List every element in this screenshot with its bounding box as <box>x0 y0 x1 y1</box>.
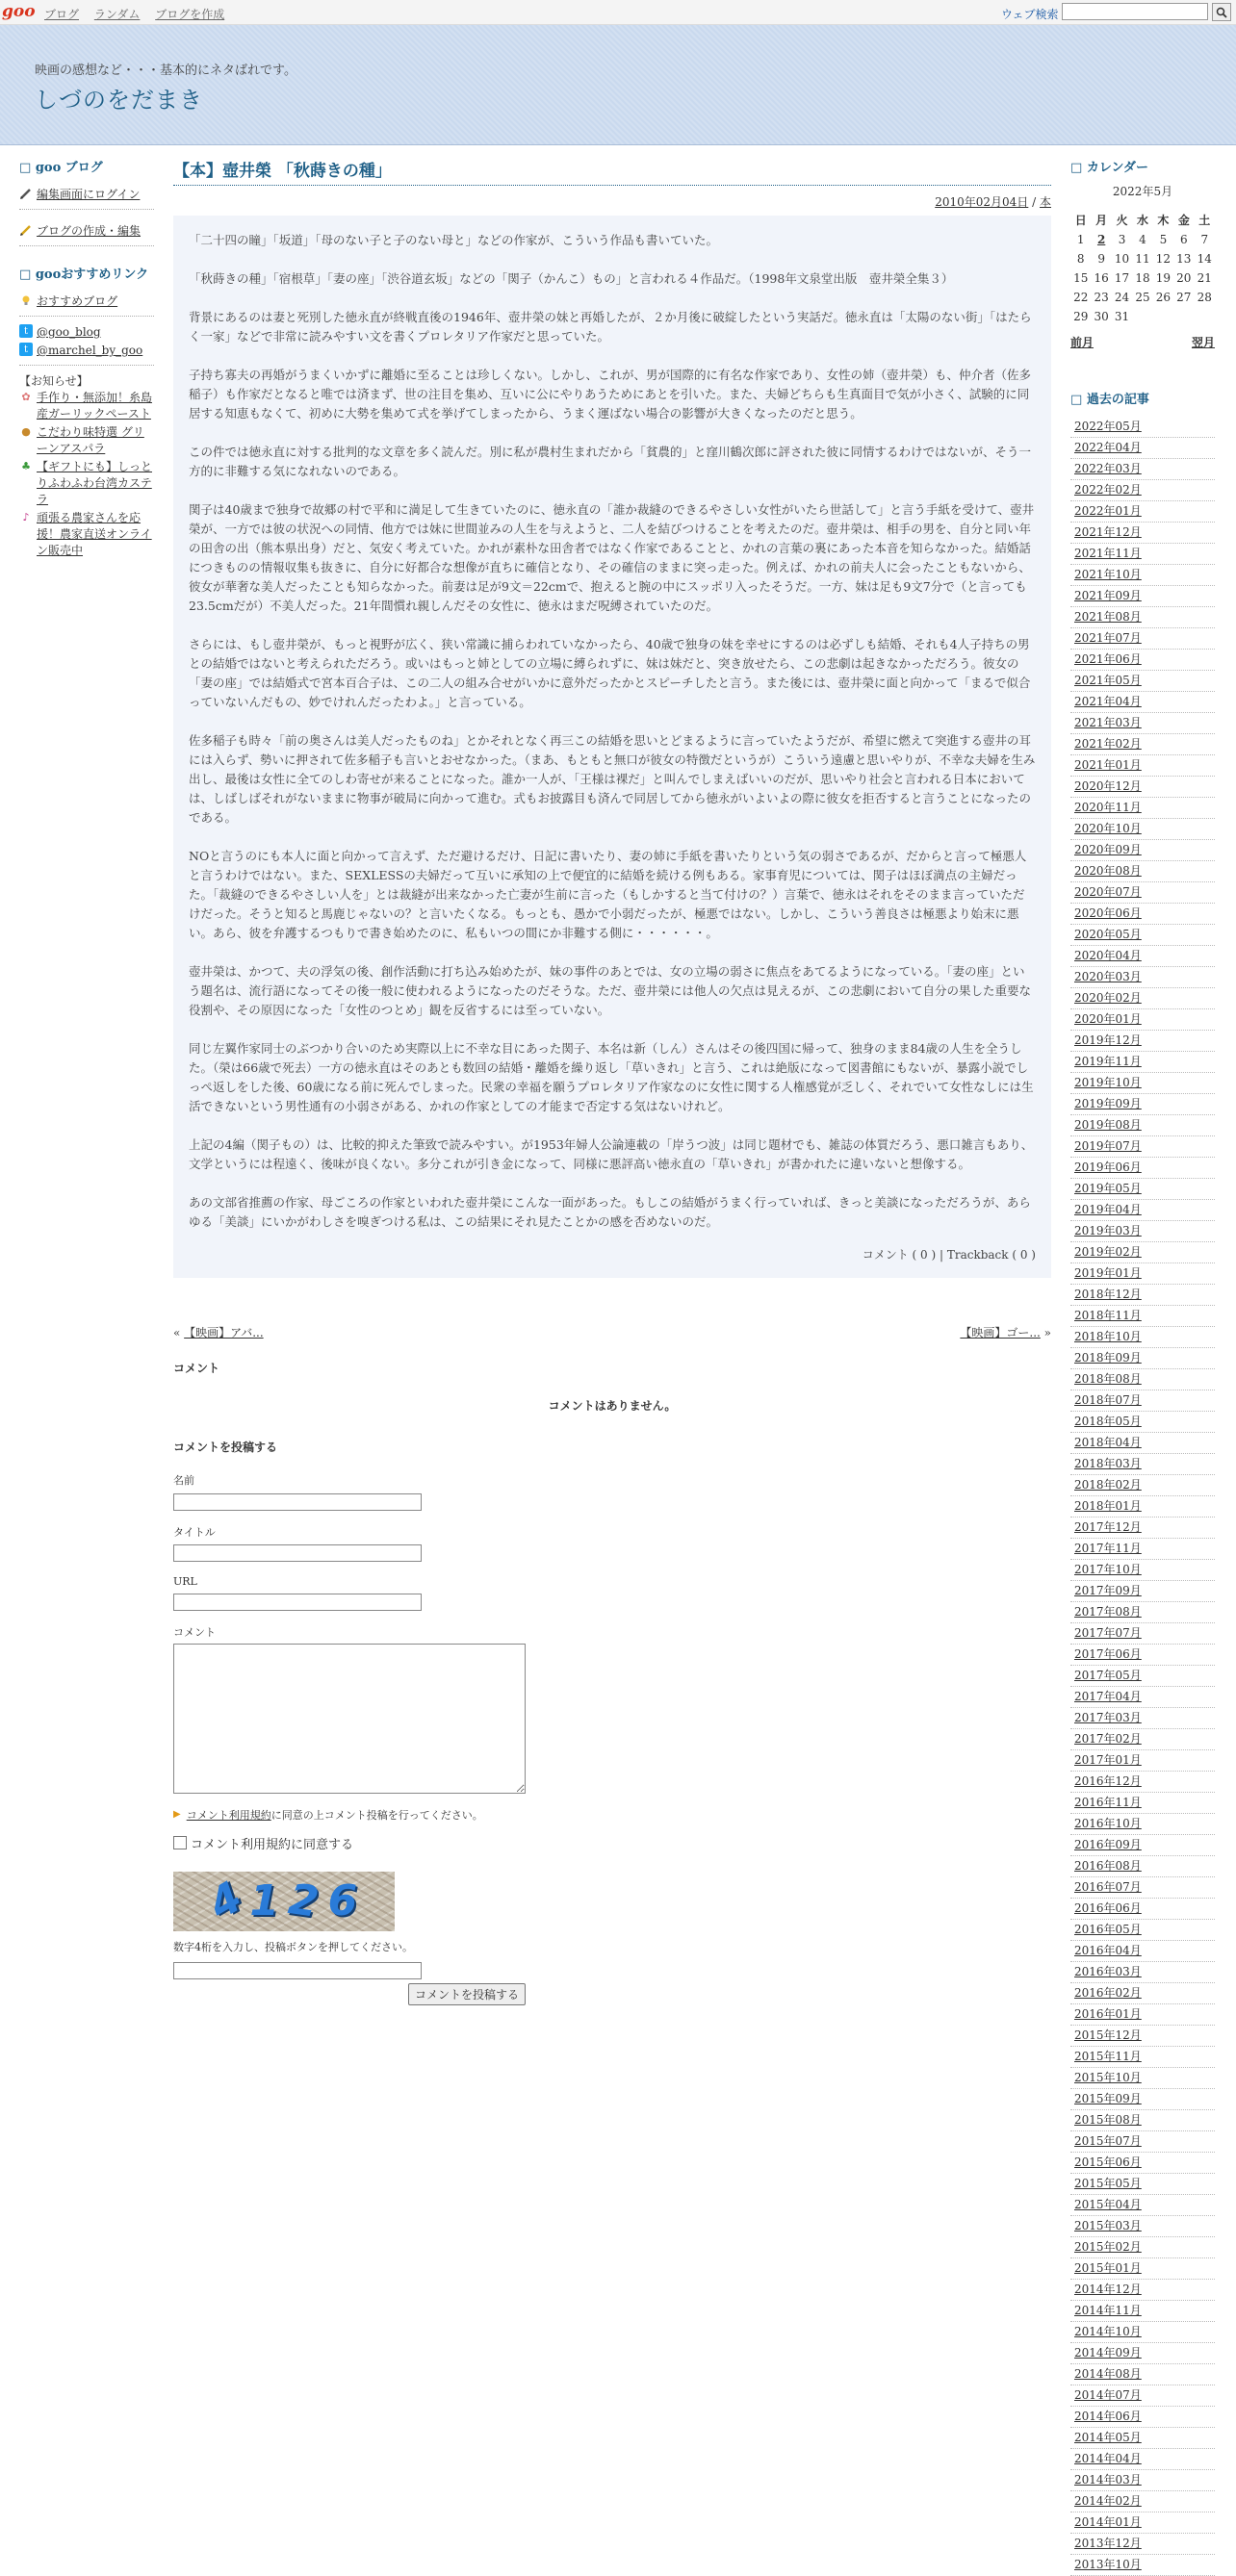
archive-item[interactable]: 2017年11月 <box>1070 1539 1215 1560</box>
top-nav <box>44 6 236 22</box>
calendar-week <box>1070 249 1215 268</box>
archive-item[interactable]: 2015年04月 <box>1070 2195 1215 2216</box>
twitter-marchel-link[interactable]: t @marchel_by_goo <box>19 343 154 359</box>
agreement-note: ▶ コメント利用規約に同意の上コメント投稿を行ってください。 <box>173 1808 483 1822</box>
archive-item[interactable]: 2020年08月 <box>1070 861 1215 882</box>
twitter-goo-blog-link[interactable]: t @goo_blog <box>19 324 154 341</box>
calendar-day: 5 <box>1159 233 1168 246</box>
archive-item[interactable]: 2014年05月 <box>1070 2428 1215 2449</box>
archive-item[interactable]: 2020年03月 <box>1070 967 1215 988</box>
archive-item[interactable]: 2014年06月 <box>1070 2407 1215 2428</box>
archive-item[interactable]: 2019年02月 <box>1070 1242 1215 1263</box>
archive-item[interactable]: 2021年01月 <box>1070 755 1215 777</box>
archive-item[interactable]: 2021年10月 <box>1070 565 1215 586</box>
calendar-day: 1 <box>1076 233 1085 246</box>
archive-item[interactable]: 2021年12月 <box>1070 523 1215 544</box>
archive-item[interactable]: 2019年11月 <box>1070 1052 1215 1073</box>
clover-icon: ♣ <box>21 459 31 472</box>
archive-item[interactable]: 2016年01月 <box>1070 2004 1215 2026</box>
calendar-week <box>1070 288 1215 307</box>
blog-title[interactable]: しづのをだまき <box>35 87 203 114</box>
archive-item[interactable]: 2019年08月 <box>1070 1115 1215 1136</box>
calendar-day <box>1195 307 1215 326</box>
captcha-digit: 6 <box>327 1876 358 1926</box>
agree-checkbox[interactable] <box>173 1836 187 1849</box>
arrow-icon: ▶ <box>173 1809 181 1820</box>
archive-item[interactable]: 2019年07月 <box>1070 1136 1215 1158</box>
post-paragraph: 「二十四の瞳」「坂道」「母のない子と子のない母と」などの作家が、こういう作品も書いていた。 <box>189 233 719 247</box>
archive-item[interactable]: 2018年04月 <box>1070 1433 1215 1454</box>
goo-logo[interactable]: goo <box>2 2 36 21</box>
archive-item[interactable]: 2021年09月 <box>1070 586 1215 607</box>
calendar-day[interactable]: 2 <box>1096 233 1106 246</box>
post-title: 【本】壺井榮 「秋蒔きの種」 <box>173 157 1051 186</box>
archive-item[interactable]: 2017年06月 <box>1070 1645 1215 1666</box>
archive-item[interactable]: 2020年11月 <box>1070 798 1215 819</box>
archive-item[interactable]: 2021年02月 <box>1070 734 1215 755</box>
divider <box>19 316 154 317</box>
nav-blog[interactable]: ブログ <box>44 8 80 21</box>
notice-item[interactable]: ● こだわり味特選 グリーンアスパラ <box>19 424 154 457</box>
archive-item[interactable]: 2015年01月 <box>1070 2258 1215 2280</box>
calendar-day <box>1153 307 1173 326</box>
calendar-day <box>1173 307 1194 326</box>
post-paragraph: この件では徳永直に対する批判的な文章を多く読んだ。別に私が農村生まれだから「貧農的」と窪川鶴次郎に評された彼に同情するわけではないが、そう一方的に非難する気になれないのである。 <box>189 445 1032 478</box>
calendar-nav <box>1070 334 1215 350</box>
archive-item[interactable]: 2016年06月 <box>1070 1899 1215 1920</box>
weekday: 金 <box>1177 213 1190 227</box>
create-blog-link[interactable]: ブログの作成・編集 <box>19 223 154 240</box>
calendar-day: 4 <box>1139 233 1146 246</box>
name-input[interactable] <box>173 1493 422 1511</box>
recommend-blog-link[interactable]: おすすめブログ <box>19 293 154 310</box>
post-paragraph: 同じ左翼作家同士のぶつかり合いのため実際以上に不幸な目にあった関子、本名は新（しん）さんはその後四国に帰って、独身のまま84歳の人生を全うした。（榮は66歳で死去）一方の徳永直はそのあとも数回の結婚・離婚を繰り返し「草いきれ」と言う、これは絶版になって図書館にもないが、暴露小説でしっぺ返しをした後、60歳になる前に死んでしまった。民衆の幸福を願うプロレタリア作家なのに女性に関する人権感覚が乏しく、それでいて女性なしには生活できないという男性通有の小弱さがある、かれの作家としての才能まで否定する気はないけれど。 <box>189 1041 1034 1113</box>
post-paragraph: 上記の4編（関子もの）は、比較的抑えた筆致で読みやすい。が1953年婦人公論連載の「岸うつ波」は同じ題材でも、雑誌の体質だろう、悪口雑言もあり、文学というには程遠く、後味が良くない。多分これが引き金になって、同様に悪評高い徳永直の「草いきれ」が書かれたに違いないと想像する。 <box>189 1137 1034 1171</box>
calendar-day: 18 <box>1135 271 1150 285</box>
archive-item[interactable]: 2017年09月 <box>1070 1581 1215 1602</box>
archive-item[interactable]: 2014年04月 <box>1070 2449 1215 2470</box>
archive-item[interactable]: 2022年04月 <box>1070 438 1215 459</box>
right-sidebar <box>1070 157 1215 2576</box>
archive-item[interactable]: 2014年02月 <box>1070 2491 1215 2512</box>
calendar-weekdays <box>1070 209 1215 230</box>
captcha-image <box>173 1872 395 1931</box>
next-post[interactable]: 【映画】ゴー... » <box>960 1326 1051 1339</box>
calendar-day: 31 <box>1114 310 1130 323</box>
archive-item[interactable]: 2015年05月 <box>1070 2174 1215 2195</box>
left-sidebar <box>19 157 154 561</box>
post-paragraph: 子持ち寡夫の再婚がうまくいかずに離婚に至ることは珍しくない。しかし、これが、男が国際的に有名な作家であり、女性の姉（壺井榮）も、仲介者（佐多稲子）も作家だとなると唯では済まず、世の注目を集め、互いに公にやりあうためにあとを引いた。また、夫婦どちらも生真面目で気が小さく、試験的に同居する知恵もなくて、初めに大勢を集めて式を挙げてしまったから、うまく運ばない場合の影響が大きくなったのだと思う。 <box>189 368 1032 421</box>
post-paragraph: さらには、もし壺井榮が、もっと視野が広く、狭い常識に捕らわれていなかったら、40歳で独身の妹を幸せにするのは必ずしも結婚、それも4人子持ちの男との結婚ではないと考えられただろう。或いはもっと姉としての立場に縛られずに、妹は妹だと、突き放せたら、この悲劇は起きなかっただろう。彼女の「妻の座」では結婚式で宮本百合子は、この二人の組み合せがいかに意外だったかとスピーチしたと言う。また後には、壺井榮に面と向かって「まるで似合っていないんだもの、妙でけれんだったわよ。」と言っている。 <box>189 637 1031 709</box>
captcha-input[interactable] <box>173 1962 422 1979</box>
no-comments-text: コメントはありません。 <box>548 1399 677 1413</box>
prev-post[interactable]: « 【映画】アバ... <box>173 1326 264 1339</box>
archive-item[interactable]: 2019年09月 <box>1070 1094 1215 1115</box>
calendar-day: 6 <box>1180 233 1188 246</box>
archive-item[interactable]: 2020年04月 <box>1070 946 1215 967</box>
comment-textarea[interactable] <box>173 1644 526 1794</box>
login-link[interactable]: 編集画面にログイン <box>19 187 154 203</box>
archive-item[interactable]: 2015年06月 <box>1070 2153 1215 2174</box>
url-label: URL <box>173 1575 197 1588</box>
weekday: 月 <box>1095 213 1108 227</box>
post-pager <box>173 1324 1051 1340</box>
archive-item[interactable]: 2016年10月 <box>1070 1814 1215 1835</box>
web-search-label: ウェブ検索 <box>1001 8 1059 21</box>
weekday: 土 <box>1198 213 1211 227</box>
archive-item[interactable]: 2018年12月 <box>1070 1285 1215 1306</box>
twitter-icon: t <box>19 343 33 356</box>
archive-item[interactable]: 2016年09月 <box>1070 1835 1215 1856</box>
archive-item[interactable]: 2022年03月 <box>1070 459 1215 480</box>
archive-item[interactable]: 2018年01月 <box>1070 1496 1215 1518</box>
archive-item[interactable]: 2020年01月 <box>1070 1009 1215 1031</box>
calendar-day: 26 <box>1155 291 1172 304</box>
archive-item[interactable]: 2018年11月 <box>1070 1306 1215 1327</box>
calendar-day: 8 <box>1076 252 1085 266</box>
archive-item[interactable]: 2017年01月 <box>1070 1750 1215 1772</box>
archive-item[interactable]: 2018年10月 <box>1070 1327 1215 1348</box>
archive-item[interactable]: 2019年03月 <box>1070 1221 1215 1242</box>
calendar-day: 23 <box>1094 291 1109 304</box>
calendar-week <box>1070 307 1215 326</box>
archive-item[interactable]: 2019年01月 <box>1070 1263 1215 1285</box>
calendar-day: 22 <box>1073 291 1089 304</box>
notice-item[interactable]: ♣ 【ギフトにも】しっとりふわふわ台湾カステラ <box>19 459 154 508</box>
calendar-day: 16 <box>1094 271 1109 285</box>
archive-item[interactable]: 2019年05月 <box>1070 1179 1215 1200</box>
archive-heading: □ 過去の記事 <box>1070 389 1215 407</box>
archive-item[interactable]: 2015年02月 <box>1070 2237 1215 2258</box>
calendar-day: 20 <box>1176 271 1192 285</box>
nav-create-blog[interactable]: ブログを作成 <box>155 8 225 21</box>
nav-random[interactable]: ランダム <box>93 8 141 21</box>
comment-label: コメント <box>173 1625 216 1639</box>
calendar-day: 28 <box>1197 291 1212 304</box>
notice-heading: 【お知らせ】 <box>19 374 89 388</box>
calendar-heading: □ カレンダー <box>1070 157 1215 175</box>
calendar-day: 14 <box>1197 252 1212 266</box>
archive-item[interactable]: 2015年10月 <box>1070 2068 1215 2089</box>
captcha-digit: 4 <box>200 1872 251 1930</box>
archive-item[interactable]: 2016年08月 <box>1070 1856 1215 1877</box>
calendar-day: 11 <box>1135 252 1150 266</box>
archive-item[interactable]: 2021年06月 <box>1070 650 1215 671</box>
archive-item[interactable]: 2017年08月 <box>1070 1602 1215 1623</box>
archive-item[interactable]: 2015年11月 <box>1070 2047 1215 2068</box>
captcha-note: 数字4桁を入力し、投稿ボタンを押してください。 <box>173 1940 413 1953</box>
calendar-day: 17 <box>1114 271 1130 285</box>
calendar-day: 29 <box>1073 310 1089 323</box>
archive-item[interactable]: 2020年06月 <box>1070 904 1215 925</box>
post-paragraph: 関子は40歳まで独身で故郷の村で平和に満足して生きていたのに、徳永直の「誰か裁縫のできるやさしい女性がいたら世話して」と言う手紙を受けて、壺井榮が、一方では彼の状況への同情、他方では妹に世間並みの人生を与えようと、二人を結びつけることを考えたのだ。壺井榮は、相手の男を、自分と同い年の田舎の出（熊本県出身）だと、気安く考えていた。かれが素朴な田舎者ではなく作家であることと、かれの言葉の裏にあった本音を知らなかった。結婚話につきものの情報収集も抜きに、自分に好都合な想像が直ちに確信となり、その確信のままに突っ走った。例えば、かれの前夫人に会ったこともないから、彼女が華奢な美人だったことも知らなかった。前妻は足が9文＝22cmで、抱えると腕の中にスッポリ入ったそうだ。一方、妹は足も9文7分で（と言っても23.5cmだが）不美人だった。21年間慣れ親しんだその女性に、徳永はまだ呪縛されていたのだ。 <box>189 502 1035 613</box>
archive-item[interactable]: 2015年12月 <box>1070 2026 1215 2047</box>
terms-link[interactable]: コメント利用規約 <box>186 1808 271 1822</box>
post-paragraph: 佐多稲子も時々「前の奥さんは美人だったものね」とかそれとなく再三この結婚を思いとどまるように言っていたようだが、希望に燃えて突進する壺井の耳には入らず、勢いに押されて佐多稲子も言いとおせなかった。（まあ、もともと無口が彼女の特徴だというが）こういう遠慮と思いやりが、不幸な夫婦を生み出し、最後は女性に全てのしわ寄せが来ることになった。誰か一人が、「王様は裸だ」と叫んでしまえばいいのだが、思いやり社会と言われる日本においては、しばしばそれがないままに物事が破局に向かって進む。式もお披露目も済んで同居してから徳永がいよいよの際に彼女を拒否すると言うことになったのである。 <box>189 733 1036 825</box>
bulb-icon <box>19 293 33 307</box>
calendar-week <box>1070 268 1215 288</box>
calendar-day: 27 <box>1176 291 1192 304</box>
title-label: タイトル <box>173 1525 216 1539</box>
archive-item[interactable]: 2019年04月 <box>1070 1200 1215 1221</box>
archive-item[interactable]: 2021年07月 <box>1070 628 1215 650</box>
post-paragraph: 壺井榮は、かつて、夫の浮気の後、創作活動に打ち込み始めたが、妹の事件のあとでは、女の立場の弱さに焦点をあてるようになっている。「妻の座」という題名は、流行語になってその後一般に使われるようになったのだそうな。ただ、壺井榮には他人の欠点は見えるが、この悲劇において自分の果した重要な役割や、その原因になった「女性のつとめ」観を反省するには至っていない。 <box>189 964 1032 1017</box>
calendar-day: 30 <box>1094 310 1109 323</box>
archive-item[interactable]: 2018年08月 <box>1070 1369 1215 1390</box>
archive-item[interactable]: 2014年01月 <box>1070 2512 1215 2534</box>
divider <box>19 245 154 246</box>
archive-item[interactable]: 2015年09月 <box>1070 2089 1215 2110</box>
archive-item[interactable]: 2017年07月 <box>1070 1623 1215 1645</box>
captcha-digit: 2 <box>285 1875 322 1927</box>
search-input[interactable] <box>1062 3 1208 20</box>
archive-item[interactable]: 2016年04月 <box>1070 1941 1215 1962</box>
archive-item[interactable]: 2014年11月 <box>1070 2301 1215 2322</box>
garlic-icon: ✿ <box>21 390 31 403</box>
archive-item[interactable]: 2014年07月 <box>1070 2385 1215 2407</box>
calendar-month: 2022年5月 <box>1112 185 1173 198</box>
submit-row <box>173 1983 526 2005</box>
archive-item[interactable]: 2016年02月 <box>1070 1983 1215 2004</box>
archive-item[interactable]: 2019年06月 <box>1070 1158 1215 1179</box>
calendar-day <box>1132 307 1152 326</box>
archive-item[interactable]: 2013年10月 <box>1070 2555 1215 2576</box>
archive-item[interactable]: 2014年08月 <box>1070 2364 1215 2385</box>
comment-form-heading: コメントを投稿する <box>173 1441 278 1454</box>
archive-item[interactable]: 2020年09月 <box>1070 840 1215 861</box>
archive-item[interactable]: 2014年10月 <box>1070 2322 1215 2343</box>
calendar-day: 19 <box>1155 271 1172 285</box>
search-icon <box>1216 7 1227 18</box>
url-input[interactable] <box>173 1594 422 1611</box>
archive-item[interactable]: 2022年01月 <box>1070 501 1215 523</box>
captcha-digit: 1 <box>249 1876 279 1926</box>
name-label: 名前 <box>173 1474 194 1487</box>
archive-item[interactable]: 2017年12月 <box>1070 1518 1215 1539</box>
archive-item[interactable]: 2018年07月 <box>1070 1390 1215 1412</box>
post-paragraph: 「秋蒔きの種」「宿根草」「妻の座」「渋谷道玄坂」などの「関子（かんこ）もの」と言われる４作品だ。（1998年文泉堂出版 壺井榮全集３） <box>189 271 954 286</box>
next-month-link[interactable]: 翌月 <box>1191 336 1215 349</box>
archive-item[interactable]: 2019年12月 <box>1070 1031 1215 1052</box>
archive-item[interactable]: 2015年08月 <box>1070 2110 1215 2131</box>
calendar-day: 15 <box>1073 271 1089 285</box>
weekday: 日 <box>1074 213 1087 227</box>
post-body <box>173 216 1051 1278</box>
prev-month-link[interactable]: 前月 <box>1070 336 1094 349</box>
archive-item[interactable]: 2015年07月 <box>1070 2131 1215 2153</box>
archive-item[interactable]: 2020年07月 <box>1070 882 1215 904</box>
post-paragraph: 背景にあるのは妻と死別した徳永直が終戦直後の1946年、壺井榮の妹と再婚したが、２か月後に破綻したという実話だ。徳永直は「太陽のない街」「はたらく一家」などで非常に読みやすい文を書くプロレタリア作家だと思っていた。 <box>189 310 1032 344</box>
post-date[interactable]: 2010年02月04日 <box>935 195 1029 209</box>
calendar-day: 12 <box>1155 252 1172 266</box>
archive-item[interactable]: 2021年05月 <box>1070 671 1215 692</box>
archive-item[interactable]: 2019年10月 <box>1070 1073 1215 1094</box>
post-paragraph: あの文部省推薦の作家、母ごころの作家といわれた壺井榮にこんな一面があった。もしこの結婚がうまく行っていれば、きっと美談になっただろうが、あらゆる「美談」にいかがわしさを嗅ぎつける私は、この結果にそれ見たことかの感を否めないのだ。 <box>189 1195 1031 1229</box>
archive-item[interactable]: 2016年05月 <box>1070 1920 1215 1941</box>
archive-item[interactable]: 2018年02月 <box>1070 1475 1215 1496</box>
calendar-day: 25 <box>1135 291 1150 304</box>
archive-item[interactable]: 2014年09月 <box>1070 2343 1215 2364</box>
notice-item[interactable]: ♪ 頑張る農家さんを応援！農家直送オンライン販売中 <box>19 510 154 559</box>
blog-header <box>0 25 1236 145</box>
post-footer[interactable]: コメント ( 0 ) | Trackback ( 0 ) <box>862 1248 1036 1262</box>
notice-item[interactable]: ✿ 手作り・無添加！糸島産ガーリックペースト <box>19 390 154 422</box>
archive-item[interactable]: 2021年11月 <box>1070 544 1215 565</box>
archive-item[interactable]: 2020年05月 <box>1070 925 1215 946</box>
archive-item[interactable]: 2021年08月 <box>1070 607 1215 628</box>
agree-checkbox-label: コメント利用規約に同意する <box>191 1837 354 1852</box>
pencil-icon <box>19 187 33 200</box>
title-input[interactable] <box>173 1544 422 1562</box>
search-button[interactable] <box>1212 3 1231 21</box>
archive-item[interactable]: 2020年02月 <box>1070 988 1215 1009</box>
twitter-icon: t <box>19 324 33 338</box>
divider <box>19 365 154 366</box>
main-content <box>173 157 1051 2005</box>
archive-item[interactable]: 2018年03月 <box>1070 1454 1215 1475</box>
archive-item[interactable]: 2022年02月 <box>1070 480 1215 501</box>
calendar-day: 3 <box>1118 233 1126 246</box>
goo-blog-heading: □ goo ブログ <box>19 157 154 175</box>
archive-item[interactable]: 2016年07月 <box>1070 1877 1215 1899</box>
archive-item[interactable]: 2015年03月 <box>1070 2216 1215 2237</box>
archive-list <box>1070 417 1215 2576</box>
archive-item[interactable]: 2017年10月 <box>1070 1560 1215 1581</box>
archive-item[interactable]: 2017年02月 <box>1070 1729 1215 1750</box>
calendar-day: 7 <box>1200 233 1209 246</box>
blog-tagline: 映画の感想など・・・基本的にネタばれです。 <box>35 64 296 78</box>
archive-item[interactable]: 2021年04月 <box>1070 692 1215 713</box>
post-paragraph: NOと言うのにも本人に面と向かって言えず、ただ避けるだけ、日記に書いたり、妻の姉に手紙を書いたりという気の弱さであるが、だからと言って極悪人と言うわけではない。また、SEXLESSの夫婦だって互いに承知の上で便宜的に結婚を続ける例もある。家事育児については、関子はほぼ満点の主婦だった。「裁縫のできるやさしい人を」とは裁縫が出来なかった亡妻が生前に言った（もしかすると当て付けの？）言葉で、徳永はそれをそのまま言っていただけだった。そうと知ると馬鹿じゃないの？と言いたくなる。もっとも、愚かで小弱だったが、極悪ではない。しかし、こういう善良さは極悪より始末に悪い。あら、彼を弁護するつもりで書き始めたのに、私もいつの間にか非難する側に・・・・・・。 <box>189 849 1027 940</box>
post-category[interactable]: 本 <box>1039 195 1051 209</box>
archive-item[interactable]: 2017年05月 <box>1070 1666 1215 1687</box>
archive-item[interactable]: 2016年12月 <box>1070 1772 1215 1793</box>
archive-item[interactable]: 2014年12月 <box>1070 2280 1215 2301</box>
calendar-week <box>1070 230 1215 249</box>
calendar-table <box>1070 209 1215 326</box>
archive-item[interactable]: 2016年03月 <box>1070 1962 1215 1983</box>
weekday: 火 <box>1116 213 1128 227</box>
calendar-day: 24 <box>1114 291 1130 304</box>
weekday: 水 <box>1136 213 1148 227</box>
comments-heading: コメント <box>173 1362 220 1375</box>
calendar-day: 9 <box>1097 252 1105 266</box>
post-meta: 2010年02月04日 / 本 <box>935 195 1051 209</box>
pencil-icon <box>19 223 33 237</box>
archive-item[interactable]: 2014年03月 <box>1070 2470 1215 2491</box>
archive-item[interactable]: 2017年04月 <box>1070 1687 1215 1708</box>
archive-item[interactable]: 2018年05月 <box>1070 1412 1215 1433</box>
archive-item[interactable]: 2021年03月 <box>1070 713 1215 734</box>
dog-icon: ● <box>21 424 31 438</box>
archive-item[interactable]: 2016年11月 <box>1070 1793 1215 1814</box>
notice-block <box>19 373 154 559</box>
calendar-day: 13 <box>1176 252 1192 266</box>
archive-item[interactable]: 2013年12月 <box>1070 2534 1215 2555</box>
archive-item[interactable]: 2020年10月 <box>1070 819 1215 840</box>
agree-checkbox-row[interactable] <box>173 1834 1051 1852</box>
submit-comment-button[interactable]: コメントを投稿する <box>408 1983 526 2005</box>
recommend-heading: □ gooおすすめリンク <box>19 264 154 282</box>
archive-item[interactable]: 2018年09月 <box>1070 1348 1215 1369</box>
calendar-day: 10 <box>1114 252 1130 266</box>
archive-item[interactable]: 2020年12月 <box>1070 777 1215 798</box>
top-bar <box>0 0 1236 25</box>
archive-item[interactable]: 2017年03月 <box>1070 1708 1215 1729</box>
archive-item[interactable]: 2022年05月 <box>1070 417 1215 438</box>
calendar-day: 21 <box>1197 271 1212 285</box>
music-note-icon: ♪ <box>22 510 30 523</box>
divider <box>19 209 154 210</box>
weekday: 木 <box>1157 213 1170 227</box>
